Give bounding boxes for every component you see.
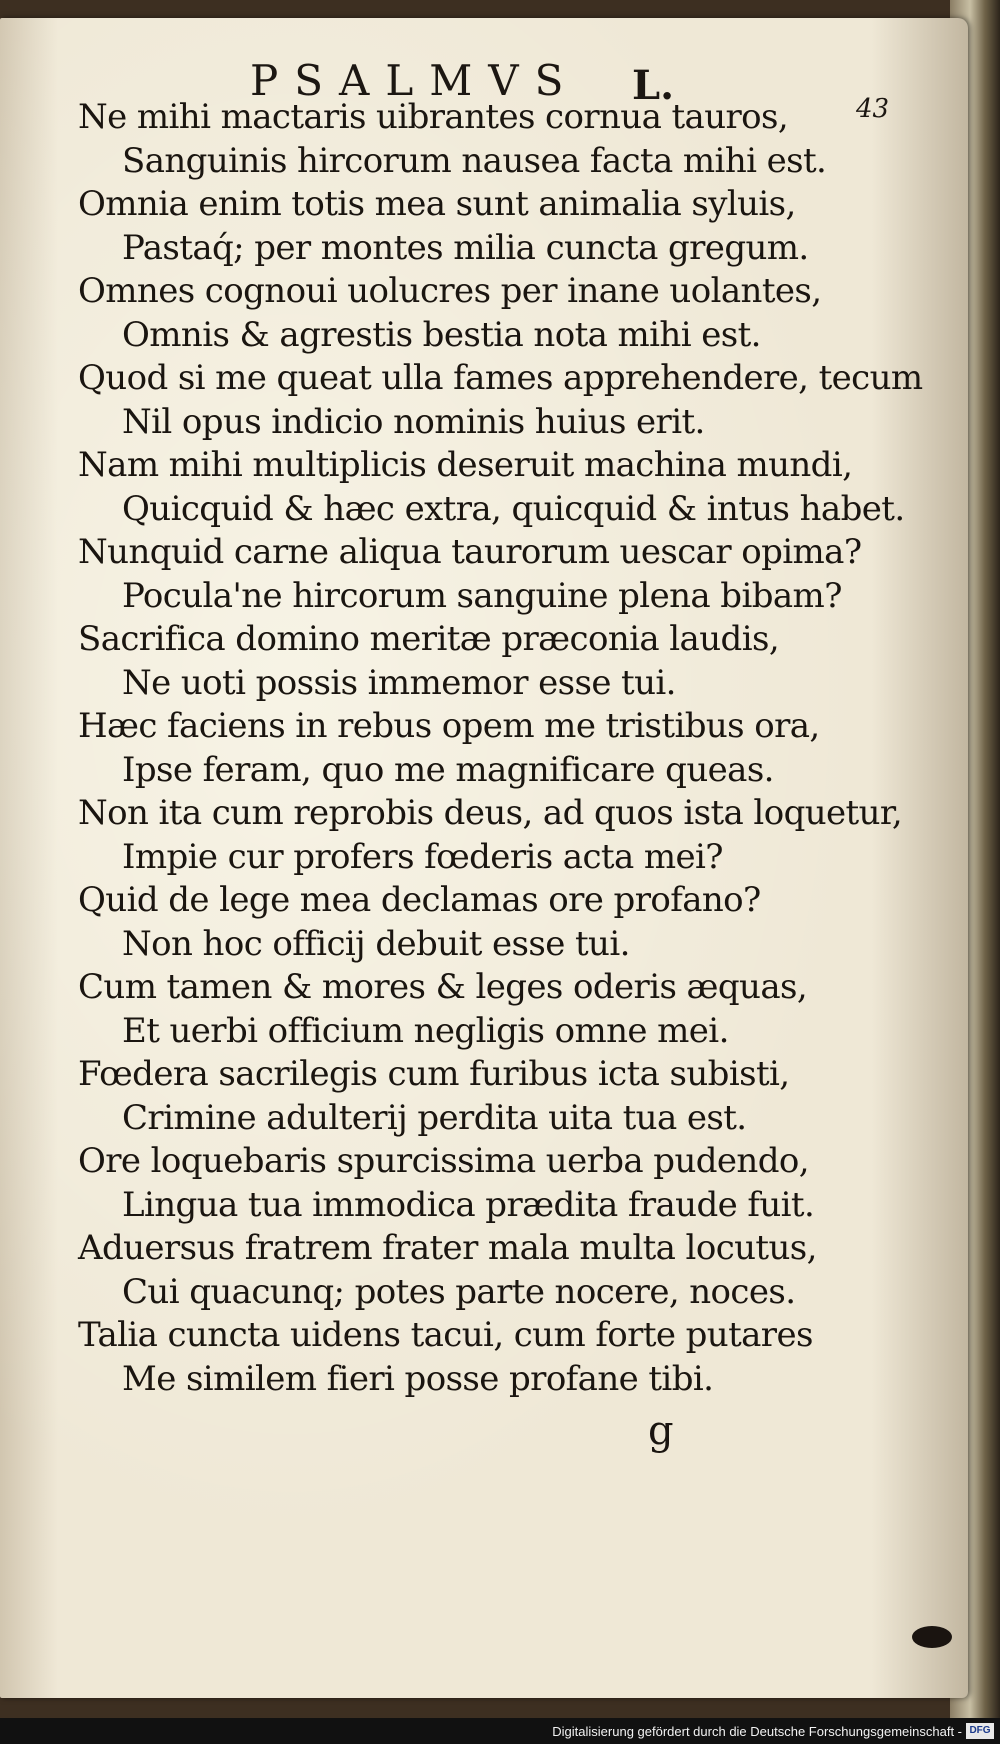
verse-line: Omnia enim totis mea sunt animalia syluis, [78,184,796,224]
verse-line: Ore loquebaris spurcissima uerba pudendo, [78,1141,809,1181]
verse-line: Ipse feram, quo me magnificare queas. [122,749,774,790]
verse-line: Impie cur profers fœderis acta mei? [122,836,723,877]
verse-line: Lingua tua immodica prædita fraude fuit. [122,1184,815,1225]
dfg-logo-icon: DFG [966,1723,994,1739]
verse-line: Fœdera sacrilegis cum furibus icta subisti, [78,1054,790,1094]
verse-line: Talia cuncta uidens tacui, cum forte putares [78,1315,813,1355]
verse-line: Sacrifica domino meritæ præconia laudis, [78,619,780,659]
ink-blot [912,1626,952,1648]
book-page [0,18,968,1698]
verse-line: Ne uoti possis immemor esse tui. [122,662,676,703]
verse-line: Nil opus indicio nominis huius erit. [122,401,705,442]
catchword: g [648,1408,674,1454]
psalm-number: L. [632,62,675,109]
verse-line: Me similem fieri posse profane tibi. [122,1358,714,1399]
verse-line: Ne mihi mactaris uibrantes cornua tauros, [78,97,789,137]
verse-line: Quod si me queat ulla fames apprehendere, tecum [78,358,923,398]
verse-line: Nunquid carne aliqua taurorum uescar opima? [78,532,862,572]
verse-line: Crimine adulterij perdita uita tua est. [122,1097,747,1138]
funding-credit: Digitalisierung gefördert durch die Deutsche Forschungsgemeinschaft - [552,1724,962,1739]
verse-line: Cui quacunq; potes parte nocere, noces. [122,1271,796,1312]
verse-line: Et uerbi officium negligis omne mei. [122,1010,729,1051]
verse-line: Sanguinis hircorum nausea facta mihi est. [122,140,827,181]
verse-line: Non hoc officij debuit esse tui. [122,923,630,964]
verse-line: Non ita cum reprobis deus, ad quos ista loquetur, [78,793,903,833]
credit-bar [0,1718,1000,1744]
verse-line: Quid de lege mea declamas ore profano? [78,880,761,920]
verse-line: Quicquid & hæc extra, quicquid & intus habet. [122,488,905,529]
page-title: PSALMVS [250,56,580,105]
verse-line: Pocula'ne hircorum sanguine plena bibam? [122,575,842,616]
verse-block [0,96,923,1401]
verse-line: Nam mihi multiplicis deseruit machina mundi, [78,445,853,485]
verse-line: Omnes cognoui uolucres per inane uolantes, [78,271,822,311]
verse-line: Cum tamen & mores & leges oderis æquas, [78,967,808,1007]
verse-line: Aduersus fratrem frater mala multa locutus, [78,1228,817,1268]
verse-line: Pastaq́; per montes milia cuncta gregum. [122,227,809,268]
verse-line: Omnis & agrestis bestia nota mihi est. [122,314,761,355]
verse-line: Hæc faciens in rebus opem me tristibus ora, [78,706,820,746]
folio-number: 43 [856,94,890,124]
